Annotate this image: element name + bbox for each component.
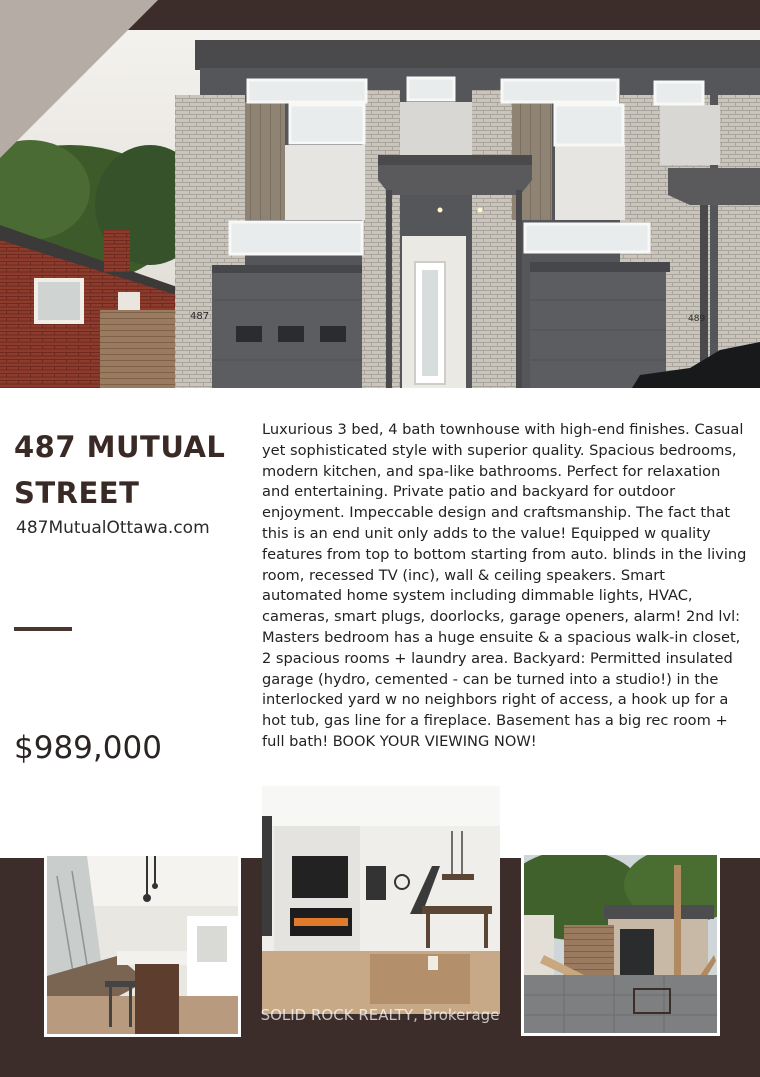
title-line-2: STREET: [14, 476, 140, 510]
house-number-right: 489: [688, 314, 706, 324]
listing-description: Luxurious 3 bed, 4 bath townhouse with high-end finishes. Casual yet sophisticated style with superior quality. Spacious bedrooms, modern kitchen, and spa-like bathrooms. Perfect for relaxation and entertaining. Private patio and backyard for outdoor enjoyment. Impeccable design and craftsmanship. The fact that this is an end unit only adds to the value! Equipped w quality features from top to bottom starting from auto. blinds in the living room, recessed TV (inc), wall & ceiling speakers. Smart automated home system including dimmable lights, HVAC, cameras, smart plugs, doorlocks, garage openers, alarm! 2nd lvl: Masters bedroom has a huge ensuite & a spacious walk-in closet, 2 spacious rooms + laundry area. Backyard: Permitted insulated garage (hydro, cemented - can be turned into a studio!) in the interlocked yard w no neighbors right of access, a hook up for a hot tub, gas line for a fireplace. Basement has a big rec room + full bath! BOOK YOUR VIEWING NOW!: [262, 421, 747, 750]
living-room-photo: [262, 786, 500, 1014]
listing-price: $989,000: [14, 730, 162, 766]
brokerage-name: SOLID ROCK REALTY, Brokerage: [260, 1006, 500, 1024]
house-number-left: 487: [190, 311, 210, 322]
section-divider: [14, 627, 72, 631]
listing-website-link[interactable]: 487MutualOttawa.com: [16, 518, 210, 538]
title-line-1: 487 MUTUAL: [14, 430, 226, 464]
listing-title: [14, 424, 244, 516]
corner-accent: [0, 0, 170, 170]
